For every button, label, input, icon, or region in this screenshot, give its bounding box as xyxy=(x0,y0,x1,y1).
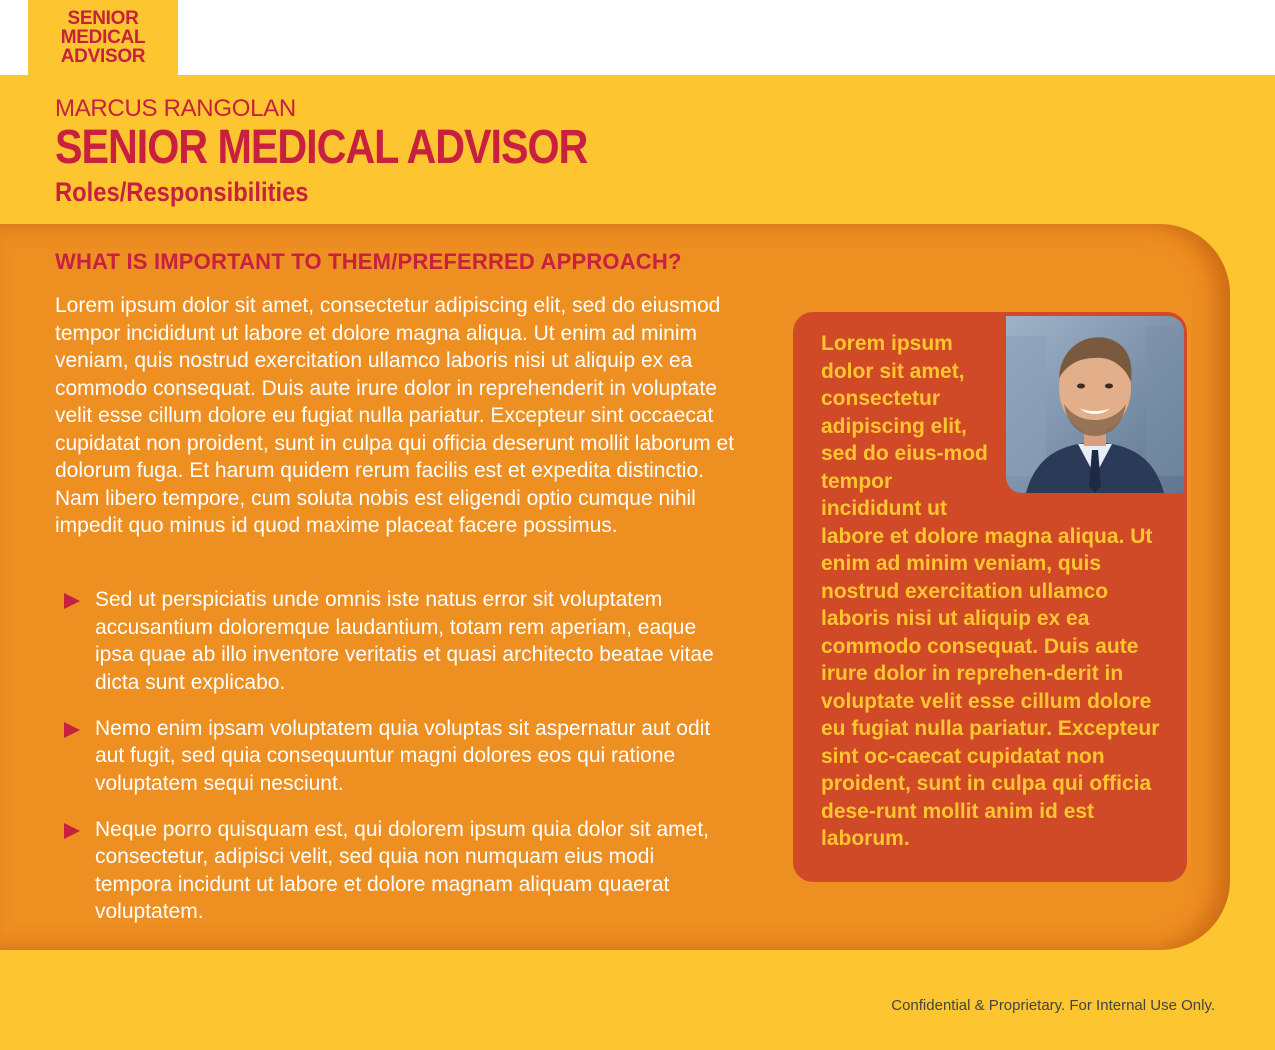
list-item xyxy=(62,715,732,798)
bullet-text: Sed ut perspiciatis unde omnis iste natus error sit voluptatem accusantium doloremque laudantium, totam rem aperiam, eaque ipsa quae ab illo inventore veritatis et quasi architecto beatae vitae dicta sunt explicabo. xyxy=(95,588,714,694)
bullet-text: Neque porro quisquam est, qui dolorem ipsum quia dolor sit amet, consectetur, adipisci velit, sed quia non numquam eius modi tempora incidunt ut labore et dolore magnam aliquam quaerat voluptatem. xyxy=(95,817,709,923)
tab-line: MEDICAL xyxy=(60,27,146,48)
tab-line: ADVISOR xyxy=(60,46,146,67)
list-item xyxy=(62,586,732,696)
bullet-text: Nemo enim ipsam voluptatem quia voluptas sit aspernatur aut odit aut fugit, sed quia consequuntur magni dolores eos qui ratione voluptatem sequi nesciunt. xyxy=(95,716,711,795)
triangle-bullet-icon xyxy=(64,593,80,609)
tab-line: SENIOR xyxy=(67,8,139,29)
callout-text-bottom: labore et dolore magna aliqua. Ut enim ad minim veniam, quis nostrud exercitation ullamco laboris nisi ut aliquip ex ea commodo consequat. Duis aute irure dolor in reprehen-derit in voluptate velit esse cillum dolore eu fugiat nulla pariatur. Excepteur sint oc-caecat cupidatat non proident, sunt in culpa qui officia dese-runt mollit anim id est laborum. xyxy=(821,524,1160,850)
page-title: SENIOR MEDICAL ADVISOR xyxy=(55,121,588,174)
triangle-bullet-icon xyxy=(64,823,80,839)
bullet-list xyxy=(62,586,732,944)
person-name: MARCUS RANGOLAN xyxy=(55,95,296,122)
callout-text xyxy=(821,330,1171,853)
page-subtitle: Roles/Responsibilities xyxy=(55,177,309,207)
footer-note: Confidential & Proprietary. For Internal Use Only. xyxy=(891,997,1215,1014)
section-heading: WHAT IS IMPORTANT TO THEM/PREFERRED APPROACH? xyxy=(55,249,682,274)
triangle-bullet-icon xyxy=(64,722,80,738)
list-item xyxy=(62,816,732,926)
section-body: Lorem ipsum dolor sit amet, consectetur adipiscing elit, sed do eiusmod tempor incididunt ut labore et dolore magna aliqua. Ut enim ad minim veniam, quis nostrud exercitation ullamco laboris nisi ut aliquip ex ea commodo consequat. Duis aute irure dolor in reprehenderit in voluptate velit esse cillum dolore eu fugiat nulla pariatur. Excepteur sint occaecat cupidatat non proident, sunt in culpa qui officia deserunt mollit laborum et dolorum fuga. Et harum quidem rerum facilis est et expedita distinctio. Nam libero tempore, cum soluta nobis est eligendi optio cumque nihil impedit quo minus id quod maxime placeat facere possimus. xyxy=(55,294,735,537)
callout-text-top: Lorem ipsum dolor sit amet, consectetur adipiscing elit, sed do eius-mod tempor incididunt ut xyxy=(821,332,988,520)
section-tab xyxy=(28,0,178,75)
